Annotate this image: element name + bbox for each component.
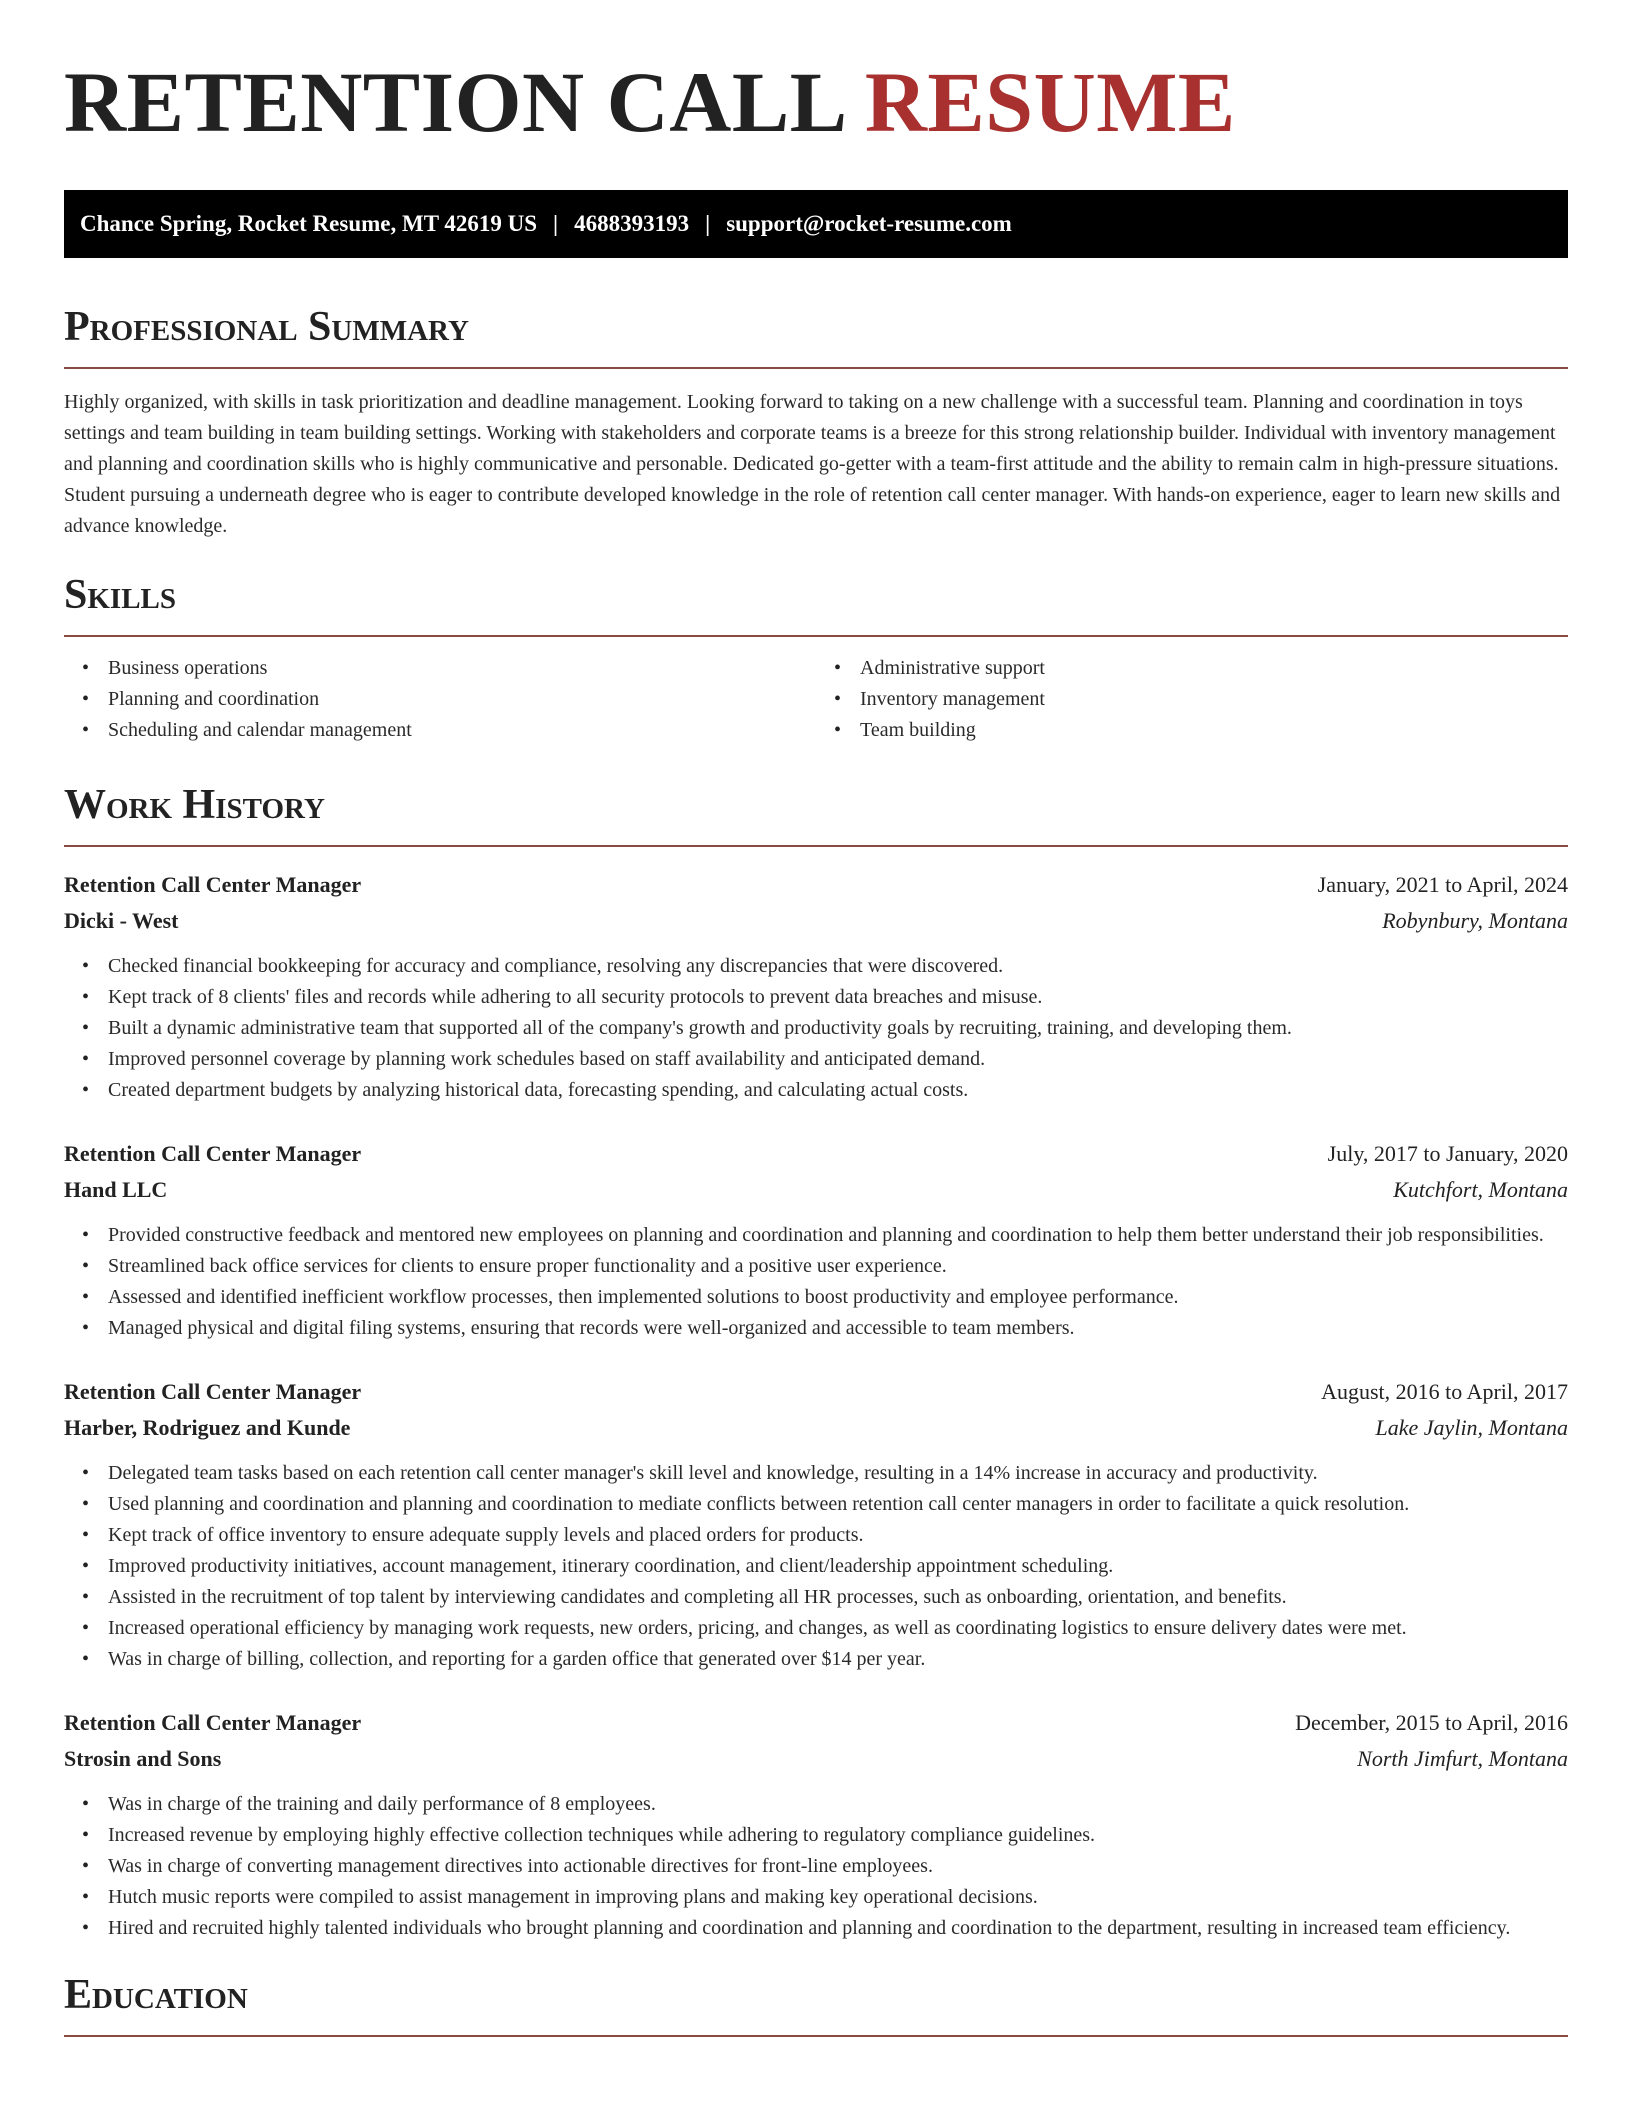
job-location: North Jimfurt, Montana	[1357, 1746, 1568, 1771]
job-company: Strosin and Sons	[64, 1746, 222, 1771]
contact-bar	[64, 190, 1568, 258]
job-bullet: • Provided constructive feedback and mentored new employees on planning and coordination and planning and coordination to help them better understand their job responsibilities.	[108, 1220, 1568, 1251]
summary-heading: Professional Summary	[64, 304, 469, 350]
job-title: Retention Call Center Manager	[64, 1379, 362, 1404]
job-bullet: • Was in charge of billing, collection, and reporting for a garden office that generated over $14 per year.	[108, 1644, 1568, 1675]
job-bullet: • Improved productivity initiatives, account management, itinerary coordination, and client/leadership appointment scheduling.	[108, 1551, 1568, 1582]
contact-address: Chance Spring, Rocket Resume, MT 42619 US	[80, 211, 538, 236]
job-location: Lake Jaylin, Montana	[1375, 1415, 1568, 1440]
summary-text: Highly organized, with skills in task prioritization and deadline management. Looking forward to taking on a new challenge with a successful team. Planning and coordination in toys settings and team building in team building settings. Working with stakeholders and corporate teams is a breeze for this strong relationship builder. Individual with inventory management and planning and coordination skills who is highly communicative and personable. Dedicated go-getter with a team-first attitude and the ability to remain calm in high-pressure situations. Student pursuing a underneath degree who is eager to contribute developed knowledge in the role of retention call center manager. With hands-on experience, eager to learn new skills and advance knowledge.	[64, 391, 1561, 537]
job-bullet: • Checked financial bookkeeping for accuracy and compliance, resolving any discrepancies that were discovered.	[108, 951, 1568, 982]
skills-column-right	[816, 653, 1568, 746]
job-location: Kutchfort, Montana	[1393, 1177, 1568, 1202]
job-bullet: • Hutch music reports were compiled to assist management in improving plans and making key operational decisions.	[108, 1882, 1568, 1913]
job-company-row	[64, 1741, 1568, 1777]
skill-item: • Planning and coordination	[108, 684, 816, 715]
job-bullet: • Hired and recruited highly talented individuals who brought planning and coordination and planning and coordination to the department, resulting in increased team efficiency.	[108, 1913, 1568, 1944]
job-bullet: • Kept track of office inventory to ensure adequate supply levels and placed orders for products.	[108, 1520, 1568, 1551]
job-title: Retention Call Center Manager	[64, 1710, 362, 1735]
section-divider	[64, 2035, 1568, 2037]
job-entry	[64, 867, 1568, 1106]
job-dates: January, 2021 to April, 2024	[1317, 872, 1568, 897]
job-header-row	[64, 1136, 1568, 1172]
job-bullets	[64, 951, 1568, 1106]
job-bullets	[64, 1789, 1568, 1944]
job-bullet: • Increased operational efficiency by managing work requests, new orders, pricing, and changes, as well as coordinating logistics to ensure delivery dates were met.	[108, 1613, 1568, 1644]
skills-column-left	[64, 653, 816, 746]
section-divider	[64, 367, 1568, 369]
job-header-row	[64, 867, 1568, 903]
job-dates: December, 2015 to April, 2016	[1295, 1710, 1568, 1735]
job-bullet: • Streamlined back office services for clients to ensure proper functionality and a positive user experience.	[108, 1251, 1568, 1282]
skill-item: • Scheduling and calendar management	[108, 715, 816, 746]
job-company: Hand LLC	[64, 1177, 168, 1202]
skill-item: • Inventory management	[860, 684, 1568, 715]
job-bullet: • Was in charge of the training and daily performance of 8 employees.	[108, 1789, 1568, 1820]
job-entry	[64, 1374, 1568, 1675]
job-location: Robynbury, Montana	[1382, 908, 1568, 933]
job-bullet: • Improved personnel coverage by planning work schedules based on staff availability and anticipated demand.	[108, 1044, 1568, 1075]
job-bullet: • Increased revenue by employing highly effective collection techniques while adhering to regulatory compliance guidelines.	[108, 1820, 1568, 1851]
skills-grid	[64, 653, 1568, 746]
skill-item: • Team building	[860, 715, 1568, 746]
job-bullet: • Was in charge of converting management directives into actionable directives for front-line employees.	[108, 1851, 1568, 1882]
title-accent: RESUME	[864, 54, 1236, 150]
contact-email: support@rocket-resume.com	[726, 211, 1012, 236]
contact-separator: |	[705, 211, 711, 236]
work-history-heading: Work History	[64, 782, 325, 828]
job-dates: August, 2016 to April, 2017	[1321, 1379, 1568, 1404]
skill-item: • Administrative support	[860, 653, 1568, 684]
job-bullet: • Assisted in the recruitment of top talent by interviewing candidates and completing all HR processes, such as onboarding, orientation, and benefits.	[108, 1582, 1568, 1613]
job-entry	[64, 1136, 1568, 1344]
skills-heading: Skills	[64, 572, 177, 618]
resume-title	[64, 56, 1568, 148]
section-divider	[64, 845, 1568, 847]
contact-separator: |	[553, 211, 559, 236]
title-main: RETENTION CALL	[64, 54, 843, 150]
job-bullet: • Managed physical and digital filing systems, ensuring that records were well-organized and accessible to team members.	[108, 1313, 1568, 1344]
skill-item: • Business operations	[108, 653, 816, 684]
job-title: Retention Call Center Manager	[64, 872, 362, 897]
job-bullet: • Delegated team tasks based on each retention call center manager's skill level and knowledge, resulting in a 14% increase in accuracy and productivity.	[108, 1458, 1568, 1489]
job-company: Dicki - West	[64, 908, 179, 933]
job-bullet: • Kept track of 8 clients' files and records while adhering to all security protocols to prevent data breaches and misuse.	[108, 982, 1568, 1013]
section-divider	[64, 635, 1568, 637]
job-bullet: • Built a dynamic administrative team that supported all of the company's growth and productivity goals by recruiting, training, and developing them.	[108, 1013, 1568, 1044]
education-heading: Education	[64, 1972, 248, 2018]
job-company-row	[64, 1172, 1568, 1208]
job-bullet: • Created department budgets by analyzing historical data, forecasting spending, and calculating actual costs.	[108, 1075, 1568, 1106]
job-bullets	[64, 1458, 1568, 1675]
job-entry	[64, 1705, 1568, 1944]
job-bullets	[64, 1220, 1568, 1344]
job-bullet: • Assessed and identified inefficient workflow processes, then implemented solutions to boost productivity and employee performance.	[108, 1282, 1568, 1313]
job-title: Retention Call Center Manager	[64, 1141, 362, 1166]
job-header-row	[64, 1705, 1568, 1741]
job-bullet: • Used planning and coordination and planning and coordination to mediate conflicts between retention call center managers in order to facilitate a quick resolution.	[108, 1489, 1568, 1520]
contact-phone: 4688393193	[574, 211, 690, 236]
job-company: Harber, Rodriguez and Kunde	[64, 1415, 351, 1440]
job-header-row	[64, 1374, 1568, 1410]
job-dates: July, 2017 to January, 2020	[1327, 1141, 1568, 1166]
job-company-row	[64, 903, 1568, 939]
job-company-row	[64, 1410, 1568, 1446]
